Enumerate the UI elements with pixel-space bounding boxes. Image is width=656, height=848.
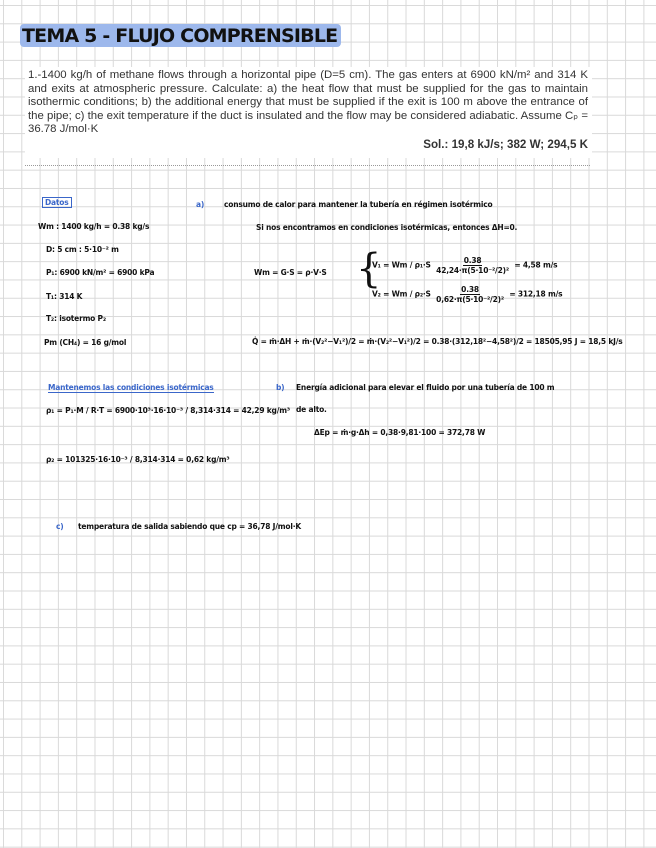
- density-2-equation: ρ₂ = 101325·16·10⁻³ / 8,314·314 = 0,62 kg/m³: [46, 455, 230, 464]
- inlet-temperature-note: T₁: 314 K: [46, 292, 83, 301]
- velocity-1-lhs: V₁ = Wm / ρ₁·S: [372, 260, 431, 270]
- part-a-title: consumo de calor para mantener la tubería en régimen isotérmico: [224, 200, 493, 209]
- velocity-2-denominator: 0,62·π(5·10⁻²/2)²: [436, 295, 504, 304]
- velocity-2-result: = 312,18 m/s: [509, 289, 563, 299]
- flow-rate-note: Wm : 1400 kg/h = 0.38 kg/s: [38, 222, 150, 231]
- part-a-label: a): [196, 200, 205, 209]
- solution-line: Sol.: 19,8 kJ/s; 382 W; 294,5 K: [423, 137, 588, 151]
- mass-flow-equation: Wm = G·S = ρ·V·S: [254, 268, 327, 277]
- part-b-title-continued: de alto.: [296, 405, 327, 414]
- velocity-2-numerator: 0.38: [461, 285, 479, 294]
- potential-energy-equation: ΔEp = ṁ·g·Δh = 0,38·9,81·100 = 372,78 W: [314, 428, 486, 437]
- part-b-title: Energía adicional para elevar el fluido por una tubería de 100 m: [296, 383, 555, 392]
- isothermal-conditions-label: Mantenemos las condiciones isotérmicas: [48, 383, 214, 392]
- velocity-2-lhs: V₂ = Wm / ρ₂·S: [372, 289, 431, 299]
- problem-text: 1400 kg/h of methane flows through a horizontal pipe (D=5 cm). The gas enters at 6900 kN/m² and 314 K and exits at atmospheric pressure. Calculate: a) the heat flow that must be supplied for the gas to maintain isothermic conditions; b) the additional energy that must be supplied if the exit is 100 m above the entrance of the pipe; c) the exit temperature if the duct is insulated and the flow may be considered adiabatic. Assume Cₚ = 36.78 J/mol·K: [28, 69, 588, 136]
- heat-flow-equation: Q̇ = ṁ·ΔH + ṁ·(V₂²−V₁²)/2 = ṁ·(V₂²−V₁²)/2 = 0.38·(312,18²−4,58²)/2 = 18505,95 J = 18,5 kJ/s: [252, 337, 623, 346]
- part-a-subtitle: Si nos encontramos en condiciones isotérmicas, entonces ΔH=0.: [256, 223, 518, 232]
- datos-label: Datos: [42, 197, 72, 208]
- page-title: TEMA 5 - FLUJO COMPRENSIBLE: [20, 24, 341, 47]
- equation-brace: {: [356, 246, 382, 292]
- part-c-label: c): [56, 522, 64, 531]
- velocity-2-equation: [372, 285, 562, 304]
- velocity-1-numerator: 0.38: [463, 256, 482, 265]
- velocity-2-fraction: [435, 285, 505, 304]
- velocity-1-equation: [372, 256, 557, 275]
- velocity-1-result: = 4,58 m/s: [514, 260, 558, 270]
- part-b-label: b): [276, 383, 285, 392]
- divider: [25, 165, 590, 166]
- diameter-note: D: 5 cm : 5·10⁻² m: [46, 245, 119, 254]
- velocity-1-fraction: [435, 256, 510, 275]
- velocity-1-denominator: 42,24·π(5·10⁻²/2)²: [436, 266, 509, 275]
- molar-mass-note: Pm (CH₄) = 16 g/mol: [44, 338, 127, 347]
- problem-number: 1.-: [28, 69, 42, 81]
- part-c-title: temperatura de salida sabiendo que cp = 36,78 J/mol·K: [78, 522, 301, 531]
- inlet-pressure-note: P₁: 6900 kN/m² = 6900 kPa: [46, 268, 155, 277]
- density-1-equation: ρ₁ = P₁·M / R·T = 6900·10³·16·10⁻³ / 8,314·314 = 42,29 kg/m³: [46, 406, 290, 415]
- outlet-temperature-note: T₂: isotermo P₂: [46, 314, 106, 323]
- problem-statement: [25, 67, 592, 158]
